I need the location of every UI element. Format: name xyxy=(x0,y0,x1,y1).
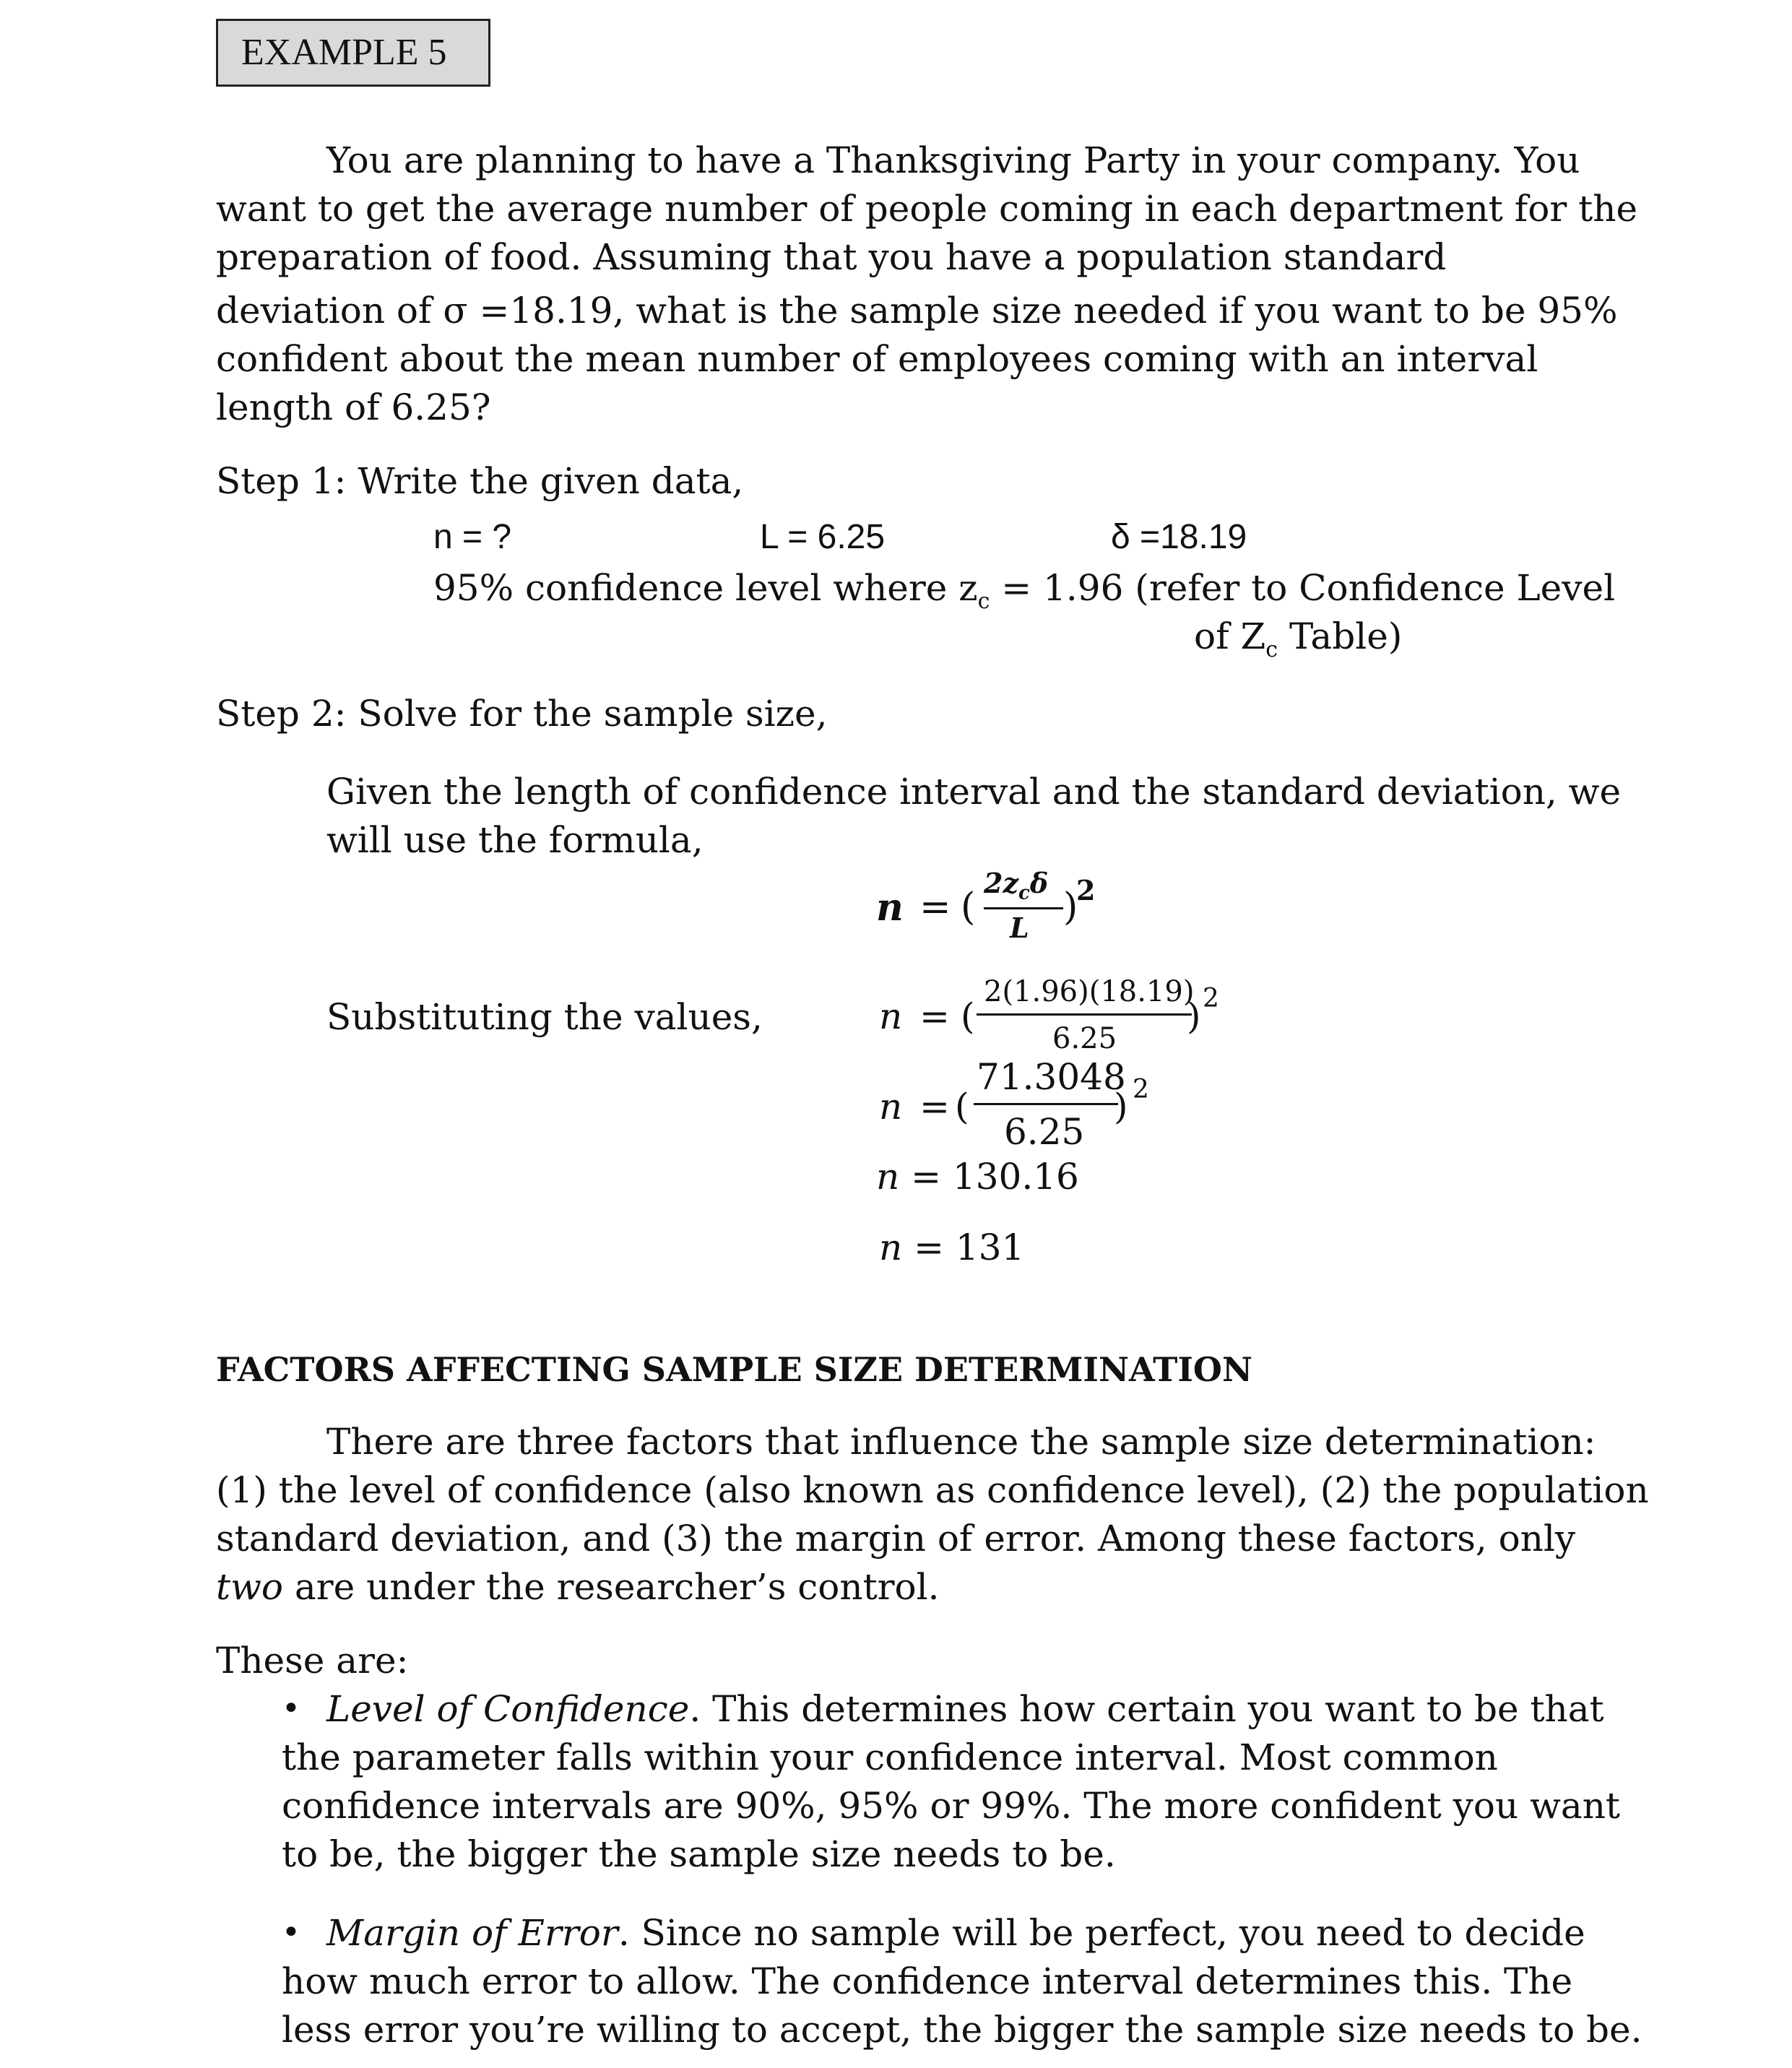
bullet-first-rest: . This determines how certain you want to be that xyxy=(689,1688,1604,1730)
sub2-denominator: 6.25 xyxy=(1004,1111,1085,1153)
sub1-fraction-bar xyxy=(977,1013,1192,1016)
problem-line: You are planning to have a Thanksgiving Party in your company. You xyxy=(326,139,1580,181)
formula-num-2z: 2z xyxy=(984,867,1019,899)
bullet-term: Level of Confidence xyxy=(326,1688,690,1730)
table-ref-b: Table) xyxy=(1278,615,1403,657)
problem-line: length of 6.25? xyxy=(216,386,491,428)
given-delta: δ =18.19 xyxy=(1111,518,1247,556)
substituting-label: Substituting the values, xyxy=(326,996,763,1038)
result1-value: 130.16 xyxy=(952,1156,1079,1198)
factors-line: standard deviation, and (3) the margin of error. Among these factors, only xyxy=(216,1518,1576,1559)
result-unrounded xyxy=(876,1156,1079,1198)
bullet-line: less error you’re willing to accept, the bigger the sample size needs to be. xyxy=(282,2009,1642,2051)
sub2-fraction-bar xyxy=(974,1103,1118,1105)
sub1-n: n xyxy=(879,995,903,1037)
sub2-exponent: 2 xyxy=(1133,1075,1149,1104)
bullet-first-line xyxy=(326,1908,1585,1957)
sub2-open-paren: ( xyxy=(955,1086,969,1128)
problem-line: confident about the mean number of employees coming with an interval xyxy=(216,338,1538,380)
confidence-text-b: = 1.96 (refer to Confidence Level xyxy=(990,567,1616,609)
formula-fraction-bar xyxy=(984,907,1063,909)
zc-subscript: c xyxy=(977,589,990,614)
result1-n: n xyxy=(876,1156,900,1198)
result2-equals: = xyxy=(914,1226,945,1268)
bullet-first-rest: . Since no sample will be perfect, you need to decide xyxy=(618,1912,1585,1954)
sub2-n: n xyxy=(879,1086,903,1128)
step2-intro-line: Given the length of confidence interval and the standard deviation, we xyxy=(326,771,1622,813)
result2-value: 131 xyxy=(955,1226,1025,1268)
sub2-close-paren: ) xyxy=(1114,1086,1128,1128)
confidence-level-line xyxy=(433,563,1615,626)
result-rounded xyxy=(879,1226,1024,1268)
formula-num-sub: c xyxy=(1018,882,1030,904)
confidence-text-a: 95% confidence level where z xyxy=(433,567,978,609)
sub2-numerator: 71.3048 xyxy=(977,1056,1126,1098)
step2-title: Step 2: Solve for the sample size, xyxy=(216,693,828,735)
given-length: L = 6.25 xyxy=(760,518,886,556)
formula-close-paren: ) xyxy=(1063,886,1078,929)
formula-equals: = xyxy=(919,886,951,929)
factors-line: There are three factors that influence the sample size determination: xyxy=(326,1421,1596,1463)
result2-n: n xyxy=(879,1226,903,1268)
factors-line xyxy=(216,1562,940,1611)
sub1-exponent: 2 xyxy=(1203,984,1219,1013)
these-are-label: These are: xyxy=(216,1640,409,1682)
sub1-denominator: 6.25 xyxy=(1052,1022,1117,1055)
zc-subscript: c xyxy=(1265,637,1278,662)
sub1-numerator: 2(1.96)(18.19) xyxy=(984,975,1195,1008)
formula-lhs: n xyxy=(876,886,904,930)
formula-numerator xyxy=(984,867,1048,904)
bullet-first-line xyxy=(326,1684,1604,1734)
factors-italic-two: two xyxy=(216,1566,283,1608)
bullet-line: the parameter falls within your confidence interval. Most common xyxy=(282,1736,1498,1778)
result1-equals: = xyxy=(911,1156,942,1198)
bullet-line: how much error to allow. The confidence interval determines this. The xyxy=(282,1960,1573,2002)
problem-line: deviation of σ =18.19, what is the sample size needed if you want to be 95% xyxy=(216,290,1618,332)
table-ref-a: of Z xyxy=(1194,615,1266,657)
sub1-close-paren: ) xyxy=(1187,995,1201,1037)
bullet-dot: • xyxy=(282,1914,300,1951)
formula-exponent: 2 xyxy=(1076,874,1096,907)
formula-num-delta: δ xyxy=(1029,867,1049,899)
factors-heading: FACTORS AFFECTING SAMPLE SIZE DETERMINATION xyxy=(216,1350,1253,1389)
example-label: EXAMPLE 5 xyxy=(216,19,490,87)
formula-denominator: L xyxy=(1010,912,1029,944)
bullet-dot: • xyxy=(282,1690,300,1727)
bullet-line: to be, the bigger the sample size needs to be. xyxy=(282,1833,1116,1875)
bullet-line: confidence intervals are 90%, 95% or 99%. The more confident you want xyxy=(282,1785,1621,1827)
step2-intro-line: will use the formula, xyxy=(326,819,704,861)
formula-open-paren: ( xyxy=(961,886,976,929)
problem-line: preparation of food. Assuming that you have a population standard xyxy=(216,236,1447,278)
given-n: n = ? xyxy=(433,518,512,556)
sub2-equals: = xyxy=(919,1086,950,1128)
confidence-table-ref xyxy=(1194,612,1402,675)
factors-line: (1) the level of confidence (also known as confidence level), (2) the population xyxy=(216,1469,1649,1511)
sub1-equals: = xyxy=(919,995,950,1037)
sub1-open-paren: ( xyxy=(961,995,975,1037)
bullet-term: Margin of Error xyxy=(326,1912,618,1954)
factors-line-rest: are under the researcher’s control. xyxy=(283,1566,940,1608)
problem-line: want to get the average number of people coming in each department for the xyxy=(216,188,1638,230)
step1-title: Step 1: Write the given data, xyxy=(216,460,744,502)
